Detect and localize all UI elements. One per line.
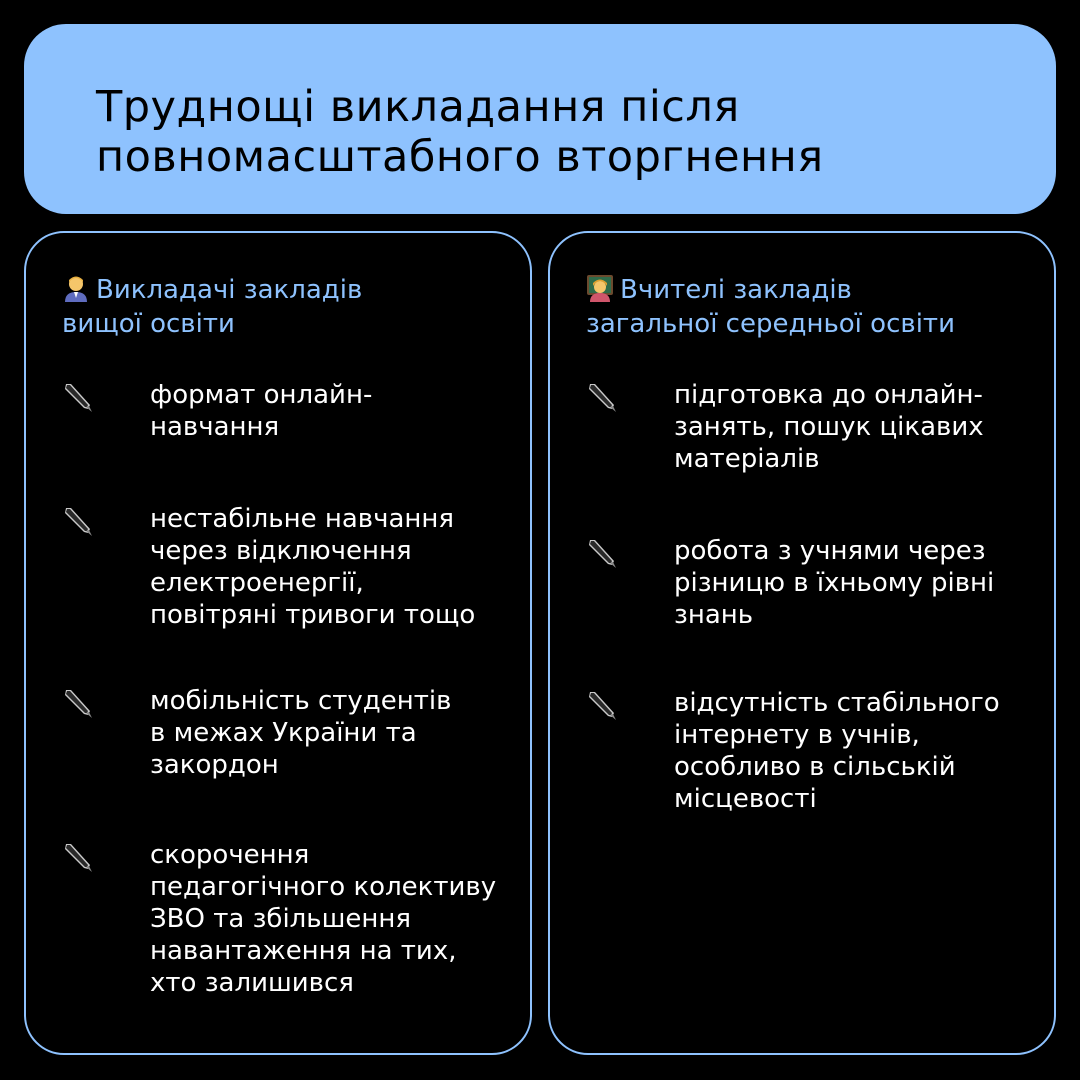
fountain-pen-icon [62,381,94,413]
fountain-pen-icon [586,537,618,569]
item-line: електроенергії, [150,568,364,598]
item-line: педагогічного колективу [150,872,497,902]
item-line: робота з учнями через [674,536,986,566]
item-line: формат онлайн- [150,380,373,410]
item-line: ЗВО та збільшення [150,904,412,934]
title-banner [24,24,1056,214]
item-line: особливо в сільській [674,752,956,782]
fountain-pen-icon [62,687,94,719]
fountain-pen-icon [62,505,94,537]
left-heading-line-2: вищої освіти [62,309,235,339]
fountain-pen-icon [586,381,618,413]
item-line: нестабільне навчання [150,504,455,534]
item-line: місцевості [674,784,817,814]
right-heading-line-1: Вчителі закладів [620,275,852,305]
fountain-pen-icon [586,689,618,721]
right-heading-line-2: загальної середньої освіти [586,309,955,339]
item-line: мобільність студентів [150,686,452,716]
item-line: інтернету в учнів, [674,720,920,750]
item-line: через відключення [150,536,412,566]
item-line: в межах України та [150,718,417,748]
woman-teacher-icon [586,274,614,302]
item-line: занять, пошук цікавих [674,412,984,442]
item-line: хто залишився [150,968,354,998]
item-line: знань [674,600,754,630]
item-line: повітряні тривоги тощо [150,600,476,630]
item-line: підготовка до онлайн- [674,380,983,410]
higher-education-card [24,231,532,1055]
item-line: матеріалів [674,444,820,474]
item-line: різницю в їхньому рівні [674,568,995,598]
card-heading [62,273,362,341]
left-heading-line-1: Викладачі закладів [96,275,363,305]
item-line: відсутність стабільного [674,688,1000,718]
card-heading [586,273,955,341]
item-line: навантаження на тих, [150,936,457,966]
man-teacher-icon [62,274,90,302]
item-line: закордон [150,750,279,780]
title-line-1: Труднощі викладання після [96,82,740,132]
secondary-education-card [548,231,1056,1055]
item-line: навчання [150,412,280,442]
title-line-2: повномасштабного вторгнення [96,132,824,182]
item-line: скорочення [150,840,310,870]
fountain-pen-icon [62,841,94,873]
